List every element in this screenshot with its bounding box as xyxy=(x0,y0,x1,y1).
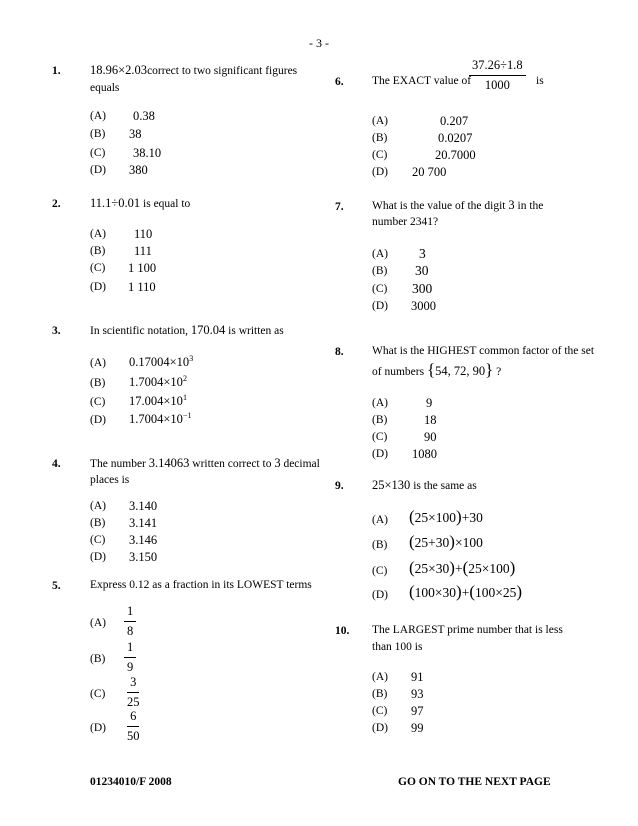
option-letter: (D) xyxy=(90,722,106,734)
question-text: 11.1÷0.01 is equal to xyxy=(90,196,191,210)
question-text-line2: number 2341? xyxy=(372,216,439,228)
option-value: 90 xyxy=(424,430,437,444)
option-letter: (C) xyxy=(372,565,388,577)
option-value: (25+30)×100 xyxy=(409,532,483,551)
option-letter: (C) xyxy=(90,534,106,546)
option-value: 110 xyxy=(134,227,153,241)
option-letter: (C) xyxy=(372,431,388,443)
question-text: In scientific notation, 170.04 is written as xyxy=(90,323,284,337)
option-value: 38 xyxy=(129,127,142,141)
option-letter: (D) xyxy=(90,551,106,563)
option-letter: (C) xyxy=(90,396,106,408)
option-value: $1.7004\times 10^2$ xyxy=(129,374,187,390)
option-letter: (A) xyxy=(90,110,106,122)
option-letter: (B) xyxy=(90,377,106,389)
option-value: $0.17004\times 10^3$ xyxy=(129,354,194,370)
option-letter: (A) xyxy=(90,357,106,369)
option-value: 1080 xyxy=(412,447,437,461)
option-value: 3 xyxy=(419,246,426,261)
question-fraction: $\frac{37.26\div 1.8}{1000}$ xyxy=(469,58,526,93)
option-value: 380 xyxy=(129,163,148,177)
option-letter: (A) xyxy=(372,115,388,127)
option-value: 3.141 xyxy=(129,516,158,530)
option-letter: (B) xyxy=(372,688,388,700)
option-value: 18 xyxy=(424,413,437,427)
option-letter: (D) xyxy=(90,281,106,293)
option-value: 3.150 xyxy=(129,550,158,564)
option-value: $17.004\times 10^1$ xyxy=(129,393,187,409)
option-letter: (C) xyxy=(90,262,106,274)
option-letter: (D) xyxy=(372,589,388,601)
option-letter: (A) xyxy=(372,671,388,683)
question-text: The LARGEST prime number that is less xyxy=(372,624,563,636)
option-letter: (A) xyxy=(372,248,388,260)
option-letter: (C) xyxy=(372,149,388,161)
option-value: $1.7004\times 10^{-1}$ xyxy=(129,411,192,427)
option-value: 300 xyxy=(412,281,433,296)
option-letter: (C) xyxy=(90,147,106,159)
option-value: (25×100)+30 xyxy=(409,507,483,526)
option-letter: (B) xyxy=(90,128,106,140)
option-value: 0.207 xyxy=(440,114,469,128)
option-fraction: $\frac{1}{9}$ xyxy=(124,640,136,675)
option-letter: (A) xyxy=(90,617,106,629)
option-letter: (D) xyxy=(372,722,388,734)
option-letter: (A) xyxy=(372,514,388,526)
option-fraction: $\frac{3}{25}$ xyxy=(127,675,140,709)
option-value: 1 110 xyxy=(128,280,156,294)
option-fraction: $\frac{1}{8}$ xyxy=(124,604,136,639)
question-text: Express 0.12 as a fraction in its LOWEST terms xyxy=(90,579,312,591)
question-number: 8. xyxy=(335,346,344,358)
option-letter: (C) xyxy=(90,688,106,700)
footer-code: 01234010/F 2008 xyxy=(90,776,172,788)
option-value: 3.140 xyxy=(129,499,158,513)
question-text-line2: of numbers {54, 72, 90} ? xyxy=(372,360,502,379)
option-value: 99 xyxy=(411,721,424,735)
question-number: 7. xyxy=(335,201,344,213)
option-fraction: $\frac{6}{50}$ xyxy=(127,709,140,743)
option-letter: (C) xyxy=(372,283,388,295)
option-value: (100×30)+(100×25) xyxy=(409,582,523,601)
option-letter: (D) xyxy=(372,448,388,460)
question-number: 10. xyxy=(335,625,350,637)
question-text: 18.96×2.03correct to two significant figures xyxy=(90,63,298,77)
option-value: 97 xyxy=(411,704,424,718)
option-value: 3000 xyxy=(411,299,436,313)
option-value: 93 xyxy=(411,687,424,701)
option-letter: (B) xyxy=(372,414,388,426)
option-value: 20.7000 xyxy=(435,148,476,162)
question-number: 5. xyxy=(52,580,61,592)
option-value: 0.0207 xyxy=(438,131,473,145)
option-letter: (B) xyxy=(90,653,106,665)
option-letter: (C) xyxy=(372,705,388,717)
question-number: 4. xyxy=(52,458,61,470)
option-value: 9 xyxy=(426,396,433,410)
option-value: 3.146 xyxy=(129,533,158,547)
option-value: 111 xyxy=(134,244,152,258)
question-number: 6. xyxy=(335,76,344,88)
question-text: The number 3.14063 written correct to 3 decimal xyxy=(90,456,320,470)
option-value: 20 700 xyxy=(412,165,447,179)
option-letter: (B) xyxy=(90,517,106,529)
question-number: 2. xyxy=(52,198,61,210)
option-letter: (B) xyxy=(372,265,388,277)
page-number: - 3 - xyxy=(309,36,329,50)
option-letter: (B) xyxy=(372,539,388,551)
option-letter: (D) xyxy=(90,164,106,176)
option-letter: (D) xyxy=(372,166,388,178)
question-text-line2: than 100 is xyxy=(372,641,423,653)
question-text: 25×130 is the same as xyxy=(372,478,477,492)
option-letter: (D) xyxy=(90,414,106,426)
option-letter: (B) xyxy=(90,245,106,257)
option-letter: (A) xyxy=(372,397,388,409)
question-text: What is the HIGHEST common factor of the set xyxy=(372,345,595,357)
question-number: 1. xyxy=(52,65,61,77)
question-number: 3. xyxy=(52,325,61,337)
option-value: 0.38 xyxy=(133,109,155,123)
question-text-line2: equals xyxy=(90,82,120,94)
option-value: 1 100 xyxy=(128,261,157,275)
question-number: 9. xyxy=(335,480,344,492)
option-letter: (A) xyxy=(90,228,106,240)
option-letter: (B) xyxy=(372,132,388,144)
option-letter: (A) xyxy=(90,500,106,512)
option-letter: (D) xyxy=(372,300,388,312)
footer-next-page: GO ON TO THE NEXT PAGE xyxy=(398,776,551,788)
question-text: What is the value of the digit 3 in the xyxy=(372,198,544,212)
option-value: 38.10 xyxy=(133,146,162,160)
question-text-end: is xyxy=(536,75,544,87)
option-value: (25×30)+(25×100) xyxy=(409,558,516,577)
question-text: The EXACT value of xyxy=(372,75,472,87)
option-value: 30 xyxy=(415,263,429,278)
question-text-line2: places is xyxy=(90,474,130,486)
option-value: 91 xyxy=(411,670,424,684)
